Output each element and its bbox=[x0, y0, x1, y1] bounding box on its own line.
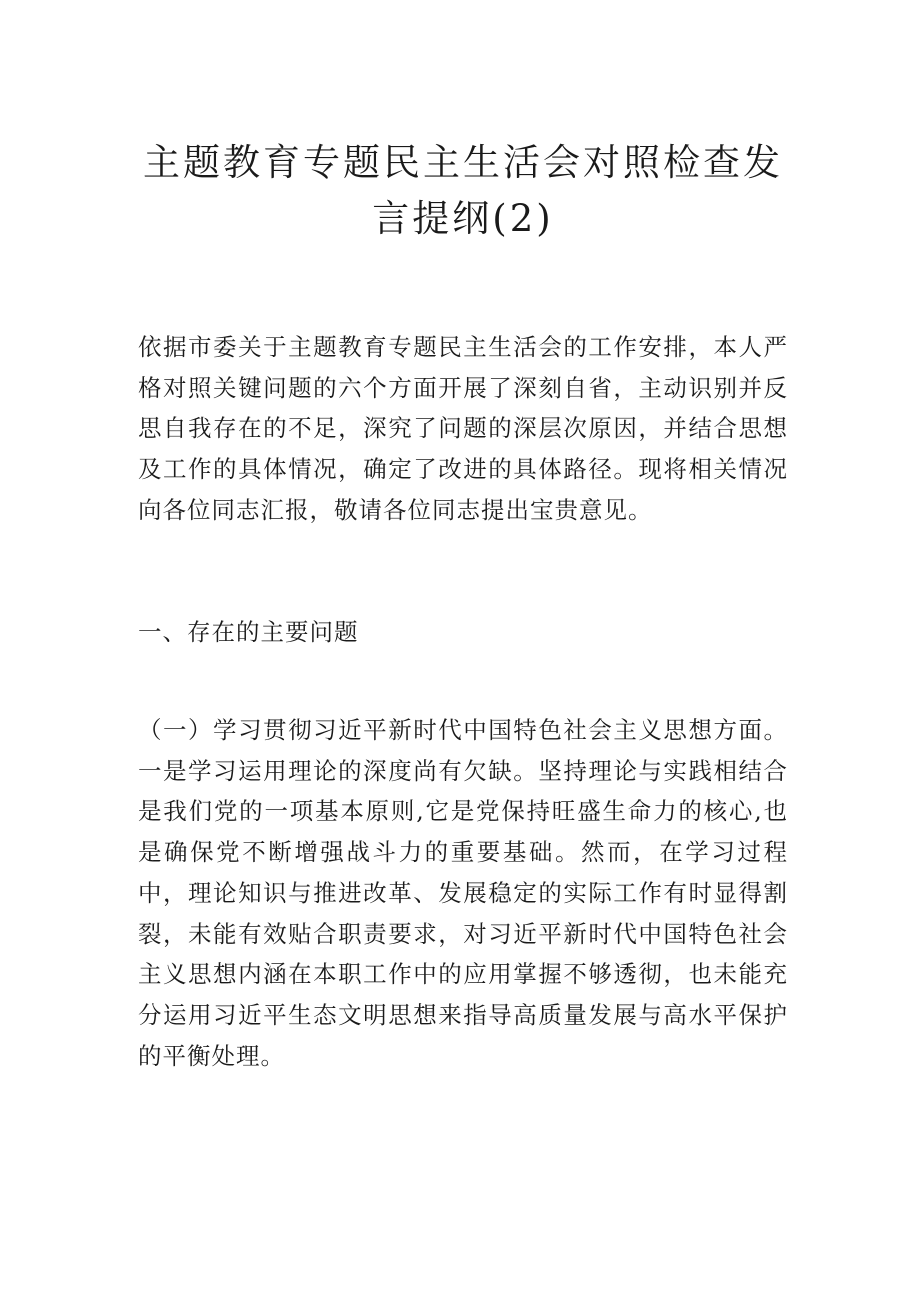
document-title: 主题教育专题民主生活会对照检查发言提纲(2) bbox=[143, 141, 783, 240]
section-heading: 一、存在的主要问题 bbox=[138, 618, 359, 646]
intro-paragraph: 依据市委关于主题教育专题民主生活会的工作安排，本人严格对照关键问题的六个方面开展了深刻自省，主动识别并反思自我存在的不足，深究了问题的深层次原因，并结合思想及工作的具体情况，确定了改进的具体路径。现将相关情况向各位同志汇报，敬请各位同志提出宝贵意见。 bbox=[138, 333, 788, 524]
section-paragraph: （一）学习贯彻习近平新时代中国特色社会主义思想方面。一是学习运用理论的深度尚有欠缺。坚持理论与实践相结合是我们党的一项基本原则,它是党保持旺盛生命力的核心,也是确保党不断增强战斗力的重要基础。然而，在学习过程中，理论知识与推进改革、发展稳定的实际工作有时显得割裂，未能有效贴合职责要求，对习近平新时代中国特色社会主义思想内涵在本职工作中的应用掌握不够透彻，也未能充分运用习近平生态文明思想来指导高质量发展与高水平保护的平衡处理。 bbox=[138, 716, 788, 1070]
